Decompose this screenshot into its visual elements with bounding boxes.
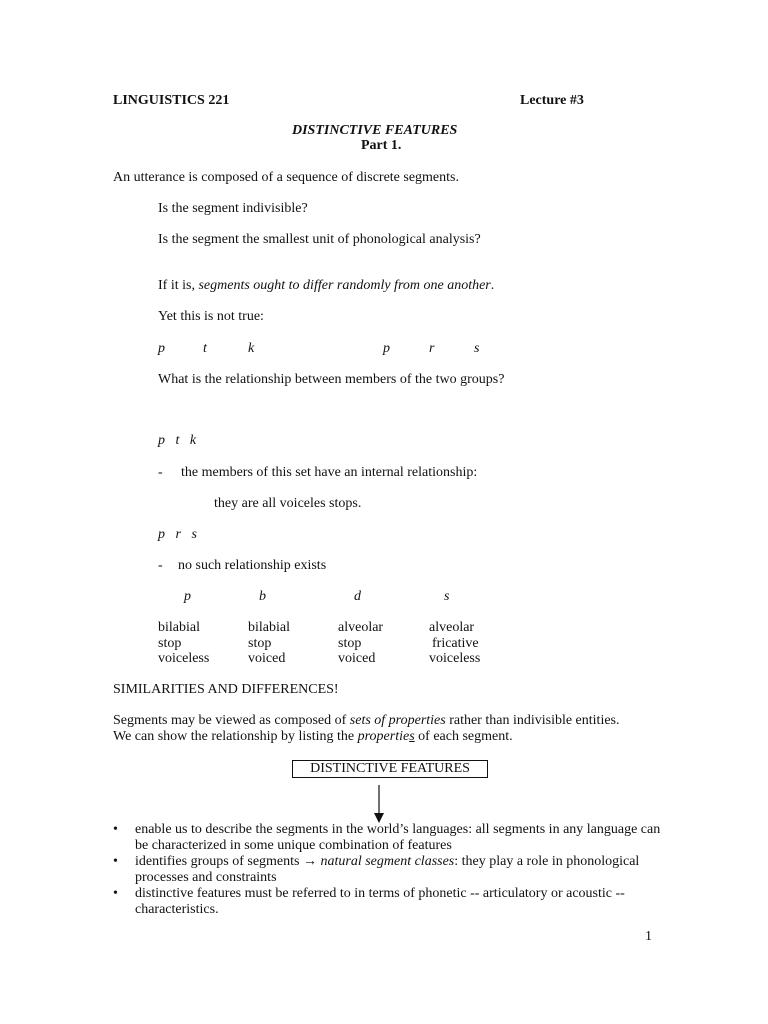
segment-manner: stop <box>158 636 182 651</box>
segment-voicing: voiceless <box>158 651 210 666</box>
bullet-item-describe <box>113 822 673 854</box>
segment-place: bilabial <box>158 620 200 635</box>
bullet-text-c: : they play a role in phonological processes and constraints <box>135 854 640 885</box>
segment-symbol: s <box>444 589 450 604</box>
set1-detail: they are all voiceles stops. <box>214 496 362 511</box>
bullet-item-groups <box>113 854 673 886</box>
group1-p: p <box>158 341 165 356</box>
feature-bullet-list <box>113 822 673 918</box>
bullet-text-a: identifies groups of segments <box>135 854 303 869</box>
segment-manner: stop <box>248 636 272 651</box>
page-number: 1 <box>645 929 652 944</box>
group1-t: t <box>203 341 207 356</box>
segment-symbol: p <box>184 589 191 604</box>
down-arrow-icon <box>372 784 386 824</box>
if-suffix: . <box>490 278 495 293</box>
bullet-dot: • <box>113 822 118 837</box>
set1-description: the members of this set have an internal relationship: <box>181 465 478 480</box>
paragraph-line-1 <box>113 713 620 729</box>
not-true-text: Yet this is not true: <box>158 309 264 324</box>
segment-voicing: voiced <box>338 651 376 666</box>
segment-symbol: d <box>354 589 361 604</box>
set1-label: p t k <box>158 433 197 448</box>
intro-text: An utterance is composed of a sequence of discrete segments. <box>113 170 459 185</box>
bullet-text: enable us to describe the segments in the world’s languages: all segments in any language can be characterized in some unique combination of features <box>135 822 661 853</box>
bullet-item-phonetic <box>113 886 673 918</box>
segment-place: bilabial <box>248 620 290 635</box>
right-arrow-icon: → <box>302 854 317 869</box>
group2-r: r <box>429 341 435 356</box>
para1-italic: sets of properties <box>349 713 446 728</box>
para1-text-c: rather than indivisible entities. <box>445 713 620 728</box>
segment-symbol: b <box>259 589 266 604</box>
segment-place: alveolar <box>429 620 475 635</box>
para2-text-d: of each segment. <box>414 729 513 744</box>
page-title: DISTINCTIVE FEATURES <box>292 123 458 138</box>
paragraph-line-2 <box>113 729 513 745</box>
course-title: LINGUISTICS 221 <box>113 93 230 108</box>
group1-k: k <box>248 341 255 356</box>
bullet-italic: natural segment classes <box>320 854 455 869</box>
bullet-dot: • <box>113 886 118 901</box>
group2-s: s <box>474 341 480 356</box>
group2-p: p <box>383 341 390 356</box>
set2-description: no such relationship exists <box>178 558 327 573</box>
segment-voicing: voiceless <box>429 651 481 666</box>
segment-voicing: voiced <box>248 651 286 666</box>
para2-text-a: We can show the relationship by listing the <box>113 729 358 744</box>
question-smallest-unit: Is the segment the smallest unit of phonological analysis? <box>158 232 481 247</box>
para2-italic: propertie <box>357 729 410 744</box>
segment-manner: fricative <box>432 636 479 651</box>
segment-place: alveolar <box>338 620 384 635</box>
set2-dash: - <box>158 558 163 573</box>
distinctive-features-box: DISTINCTIVE FEATURES <box>292 760 488 778</box>
para1-text-a: Segments may be viewed as composed of <box>113 713 350 728</box>
page-subtitle: Part 1. <box>361 138 402 153</box>
set2-label: p r s <box>158 527 197 542</box>
question-indivisible: Is the segment indivisible? <box>158 201 308 216</box>
lecture-number: Lecture #3 <box>520 93 584 108</box>
similarities-heading: SIMILARITIES AND DIFFERENCES! <box>113 682 339 697</box>
bullet-text: distinctive features must be referred to in terms of phonetic -- articulatory or acoustic -- characteristics. <box>135 886 625 917</box>
segment-manner: stop <box>338 636 362 651</box>
para2-italic-underlined: s <box>409 729 415 744</box>
if-prefix: If it is, <box>158 278 199 293</box>
bullet-dot: • <box>113 854 118 869</box>
if-statement <box>158 278 494 294</box>
if-italic: segments ought to differ randomly from one another <box>198 278 491 293</box>
relationship-question: What is the relationship between members of the two groups? <box>158 372 505 387</box>
set1-dash: - <box>158 465 163 480</box>
